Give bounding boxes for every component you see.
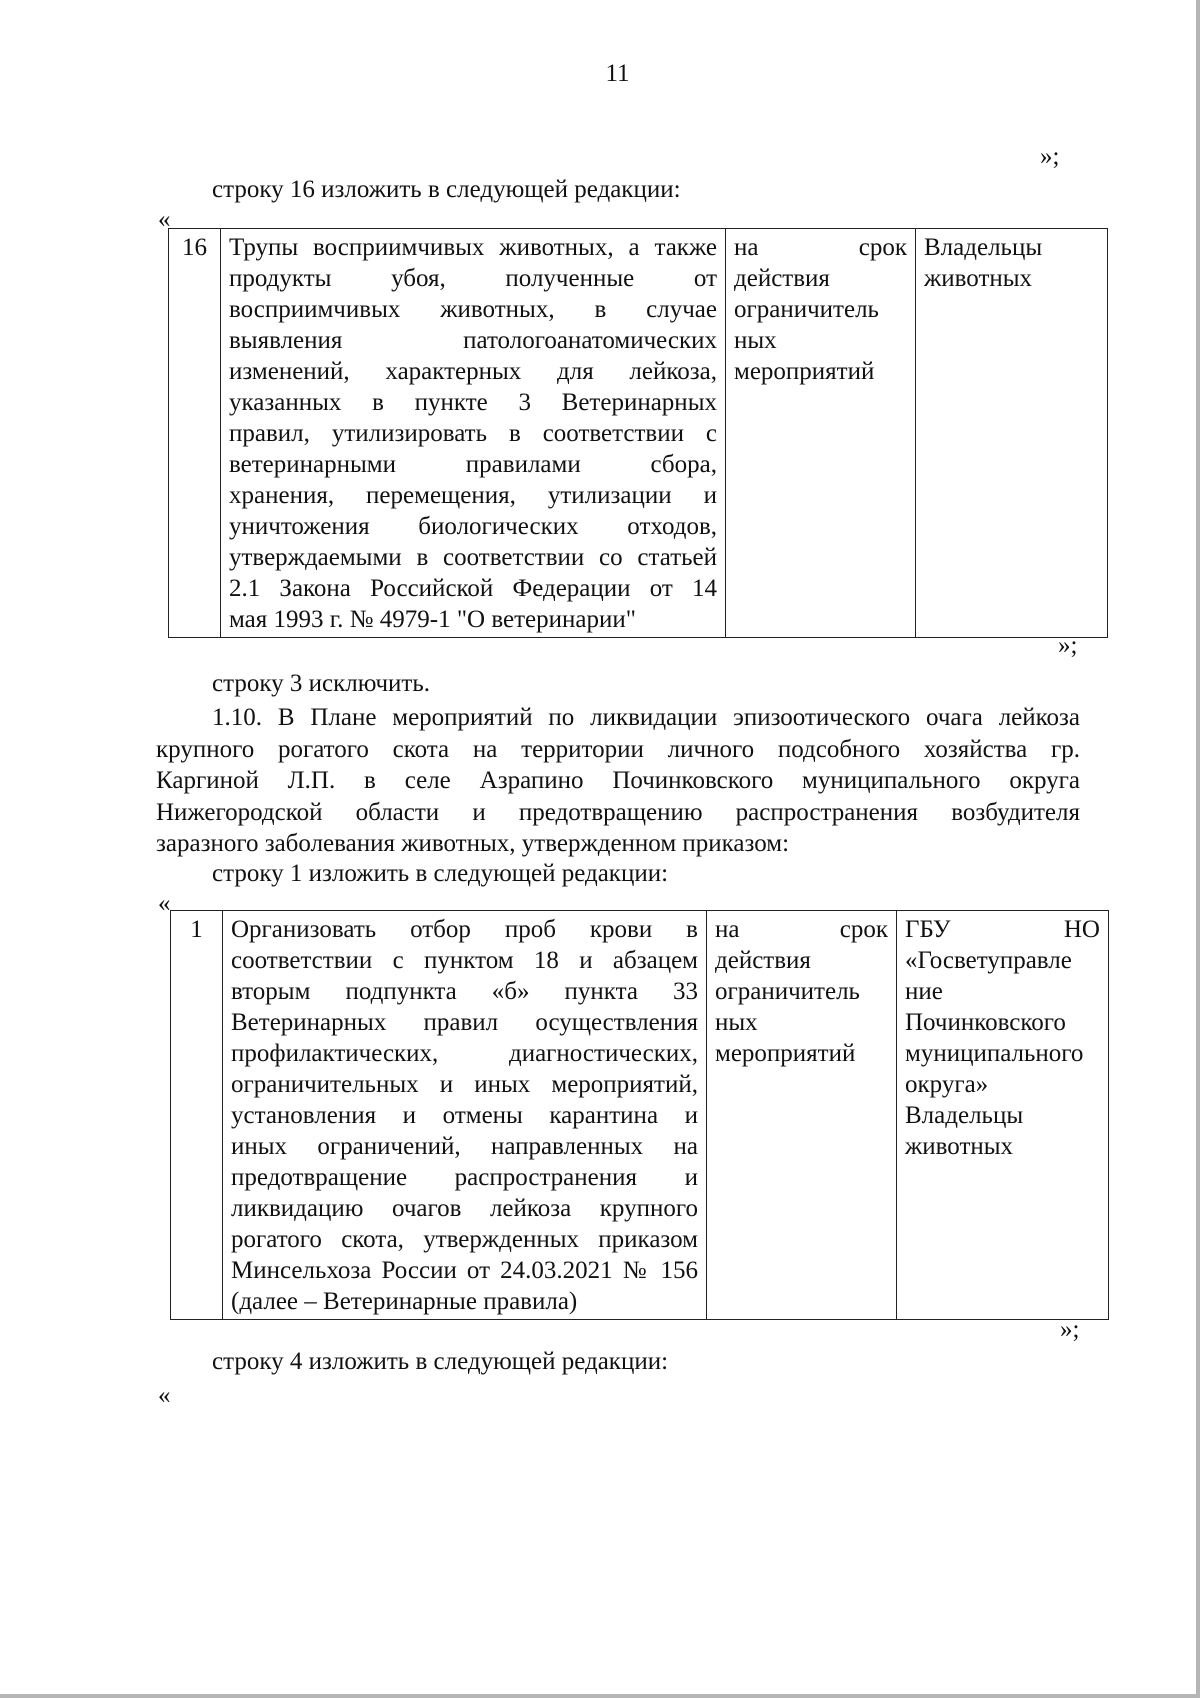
text-line: установления и отмены карантина и — [231, 1102, 698, 1129]
page-number: 11 — [605, 60, 630, 87]
text-line: Нижегородской области и предотвращению распространения возбудителя — [156, 798, 1080, 826]
text-line: уничтожения биологических отходов, — [229, 513, 717, 540]
instruction-row-16: строку 16 изложить в следующей редакции: — [212, 176, 681, 203]
text-line: на срок — [715, 916, 888, 943]
text-line: действия — [715, 947, 811, 974]
text-line: Ветеринарных правил осуществления — [231, 1009, 698, 1036]
measure-description-cell — [223, 911, 707, 1320]
text-line: вторым подпункта «б» пункта 33 — [231, 978, 698, 1005]
text-line: «Госветуправле — [905, 947, 1072, 974]
responsible-cell — [916, 229, 1108, 638]
text-line: Организовать отбор проб крови в — [231, 916, 698, 943]
amendment-table-row-1 — [170, 910, 1109, 1320]
opening-quote: « — [158, 890, 171, 917]
table-row — [171, 911, 1109, 1320]
row-number-cell: 16 — [169, 229, 221, 638]
text-line: выявления патологоанатомических — [229, 327, 717, 354]
text-line: иных ограничений, направленных на — [231, 1133, 698, 1160]
text-line: 2.1 Закона Российской Федерации от 14 — [229, 575, 717, 602]
text-line: округа» — [905, 1071, 989, 1098]
text-line: Трупы восприимчивых животных, а также — [229, 234, 717, 261]
table-row — [169, 229, 1108, 638]
term-cell — [726, 229, 916, 638]
text-line: мая 1993 г. № 4979-1 "О ветеринарии" — [229, 606, 636, 633]
text-line: Владельцы — [924, 234, 1043, 261]
text-line: профилактических, диагностических, — [231, 1040, 698, 1067]
text-line: ограничительных и иных мероприятий, — [231, 1071, 698, 1098]
closing-quote: »; — [1058, 632, 1078, 659]
text-line: действия — [734, 265, 830, 292]
text-line: ограничитель — [715, 978, 860, 1005]
text-line: продукты убоя, полученные от — [229, 265, 717, 292]
text-line: на срок — [734, 234, 907, 261]
opening-quote: « — [158, 1382, 171, 1409]
text-line: ние — [905, 978, 943, 1005]
text-line: ограничитель — [734, 296, 879, 323]
text-line: указанных в пункте 3 Ветеринарных — [229, 389, 717, 416]
exclude-row-3: строку 3 исключить. — [212, 670, 430, 697]
text-line: крупного рогатого скота на территории личного подсобного хозяйства гр. — [156, 735, 1080, 763]
text-line: предотвращение распространения и — [231, 1164, 698, 1191]
text-line: Минсельхоза России от 24.03.2021 № 156 — [231, 1257, 698, 1284]
text-line: рогатого скота, утвержденных приказом — [231, 1226, 698, 1253]
text-line: животных — [905, 1133, 1014, 1160]
row-number-cell: 1 — [171, 911, 223, 1320]
text-line: Починковского — [905, 1009, 1066, 1036]
text-line: ных — [734, 327, 777, 354]
text-line: мероприятий — [715, 1040, 856, 1067]
measure-description-cell — [221, 229, 726, 638]
closing-quote: »; — [1040, 143, 1060, 170]
closing-quote: »; — [1060, 1316, 1080, 1343]
text-line: заразного заболевания животных, утвержденном приказом: — [156, 830, 790, 857]
instruction-row-1: строку 1 изложить в следующей редакции: — [212, 860, 669, 887]
text-line: муниципального — [905, 1040, 1084, 1067]
text-line: животных — [924, 265, 1033, 292]
text-line: Владельцы — [905, 1102, 1024, 1129]
text-line: утверждаемыми в соответствии со статьей — [229, 544, 717, 571]
text-line: Каргиной Л.П. в селе Азрапино Починковского муниципального округа — [156, 767, 1080, 794]
text-line: соответствии с пунктом 18 и абзацем — [231, 947, 698, 974]
opening-quote: « — [158, 206, 171, 233]
amendment-table-row-16 — [168, 228, 1108, 638]
text-line: ветеринарными правилами сбора, — [229, 451, 717, 478]
text-line: ных — [715, 1009, 758, 1036]
paragraph-1-10 — [156, 702, 1080, 860]
text-line: хранения, перемещения, утилизации и — [229, 482, 717, 509]
text-line: мероприятий — [734, 358, 875, 385]
text-line: изменений, характерных для лейкоза, — [229, 358, 717, 385]
text-line: восприимчивых животных, в случае — [229, 296, 717, 323]
text-line: правил, утилизировать в соответствии с — [229, 420, 717, 447]
text-line: 1.10. В Плане мероприятий по ликвидации эпизоотического очага лейкоза — [212, 704, 1080, 731]
responsible-cell — [897, 911, 1109, 1320]
instruction-row-4: строку 4 изложить в следующей редакции: — [212, 1348, 669, 1375]
text-line: (далее – Ветеринарные правила) — [231, 1288, 578, 1315]
text-line: ГБУ НО — [905, 916, 1100, 943]
term-cell — [707, 911, 897, 1320]
text-line: ликвидацию очагов лейкоза крупного — [231, 1195, 698, 1222]
